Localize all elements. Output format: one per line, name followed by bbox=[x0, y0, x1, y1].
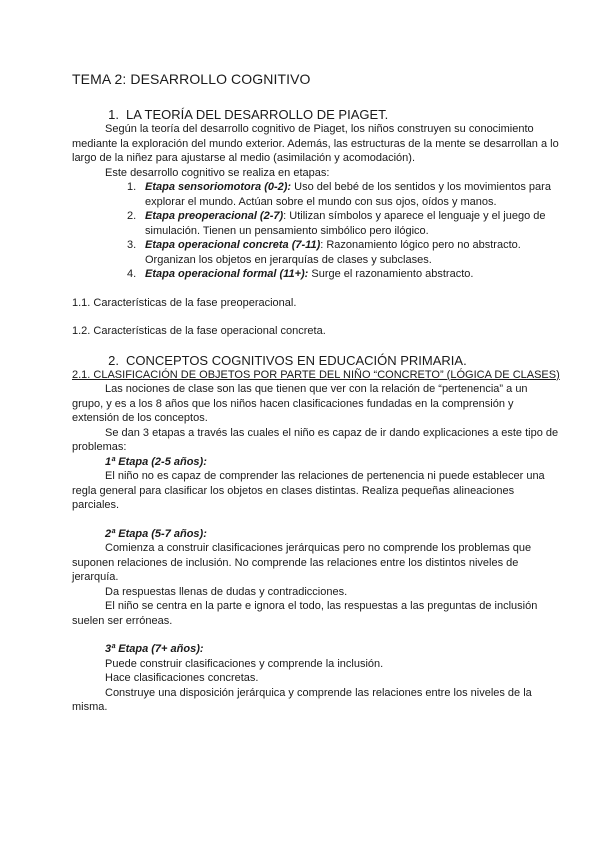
stage-description: Surge el razonamiento abstracto. bbox=[308, 268, 474, 280]
stage-number: 4. bbox=[127, 268, 137, 280]
stage-number: 2. bbox=[127, 210, 137, 222]
stage-3-text-3: Construye una disposición jerárquica y comprende las relaciones entre los niveles de la misma. bbox=[72, 686, 532, 713]
stage-item bbox=[127, 238, 560, 267]
stage-number: 3. bbox=[127, 239, 137, 251]
section-2-paragraph-2: Se dan 3 etapas a través las cuales el niño es capaz de ir dando explicaciones a este tipo de problemas: bbox=[72, 426, 559, 453]
stage-name: Etapa sensoriomotora (0-2): bbox=[145, 181, 292, 193]
subsection-1-1: 1.1. Características de la fase preoperacional. bbox=[72, 296, 297, 309]
document-title: TEMA 2: DESARROLLO COGNITIVO bbox=[72, 71, 311, 87]
stage-name: Etapa operacional concreta (7-11) bbox=[145, 239, 321, 251]
stage-2-text-3: El niño se centra en la parte e ignora el todo, las respuestas a las preguntas de inclusión suelen ser erróneas. bbox=[72, 600, 538, 627]
stage-3-label: 3ª Etapa (7+ años): bbox=[105, 643, 204, 655]
stage-item bbox=[127, 209, 560, 238]
stage-item bbox=[127, 267, 560, 282]
stage-1-label: 1ª Etapa (2-5 años): bbox=[105, 455, 207, 468]
stage-2-label: 2ª Etapa (5-7 años): bbox=[105, 527, 207, 540]
section-2-number: 2. bbox=[108, 352, 119, 368]
stage-description: : Razonamiento lógico pero no abstracto. Organizan los objetos en jerarquías de clases y subclases. bbox=[145, 239, 521, 266]
stage-description: : Utilizan símbolos y aparece el lenguaje y el juego de simulación. Tienen un pensamiento simbólico pero ilógico. bbox=[145, 210, 546, 237]
stage-3-text-2: Hace clasificaciones concretas. bbox=[105, 672, 259, 684]
stage-2-text-2: Da respuestas llenas de dudas y contradicciones. bbox=[105, 585, 348, 598]
stage-2-text-1: Comienza a construir clasificaciones jerárquicas pero no comprende los problemas que suponen relaciones de inclusión. No comprende las relaciones entre los distintos niveles de jerarquía. bbox=[72, 542, 532, 583]
stage-description: Uso del bebé de los sentidos y los movimientos para explorar el mundo. Actúan sobre el mundo con sus ojos, oídos y manos. bbox=[145, 181, 551, 208]
stage-item bbox=[127, 180, 560, 209]
stage-name: Etapa preoperacional (2-7) bbox=[145, 210, 284, 222]
section-2-paragraph-1: Las nociones de clase son las que tienen que ver con la relación de “pertenencia” a un grupo, y es a los 8 años que los niños hacen clasificaciones fundadas en la comprensión y extensión de los conceptos. bbox=[72, 383, 528, 424]
section-2-title: CONCEPTOS COGNITIVOS EN EDUCACIÓN PRIMARIA. bbox=[126, 352, 467, 368]
stage-3-text-1: Puede construir clasificaciones y comprende la inclusión. bbox=[105, 657, 384, 670]
section-2-heading bbox=[92, 353, 560, 368]
section-1-paragraph-1: Según la teoría del desarrollo cognitivo de Piaget, los niños construyen su conocimiento mediante la exploración del mundo exterior. Además, las estructuras de la mente se desarrollan a lo largo de la niñez para ajustarse al medio (asimilación y acomodación). bbox=[72, 123, 559, 164]
section-1-number: 1. bbox=[108, 107, 119, 122]
piaget-stages-list bbox=[72, 180, 560, 282]
subsection-2-1-heading: 2.1. CLASIFICACIÓN DE OBJETOS POR PARTE DEL NIÑO “CONCRETO” (LÓGICA DE CLASES) bbox=[72, 368, 560, 381]
subsection-1-2: 1.2. Características de la fase operacional concreta. bbox=[72, 325, 326, 337]
section-1-heading bbox=[92, 107, 560, 122]
section-1-title: LA TEORÍA DEL DESARROLLO DE PIAGET. bbox=[126, 107, 389, 122]
section-1-paragraph-2: Este desarrollo cognitivo se realiza en etapas: bbox=[105, 166, 330, 179]
stage-number: 1. bbox=[127, 181, 137, 193]
stage-1-text: El niño no es capaz de comprender las relaciones de pertenencia ni puede establecer una regla general para clasificar los objetos en clases distintas. Realiza pequeñas alineaciones parciales. bbox=[72, 470, 545, 511]
stage-name: Etapa operacional formal (11+): bbox=[145, 268, 309, 280]
